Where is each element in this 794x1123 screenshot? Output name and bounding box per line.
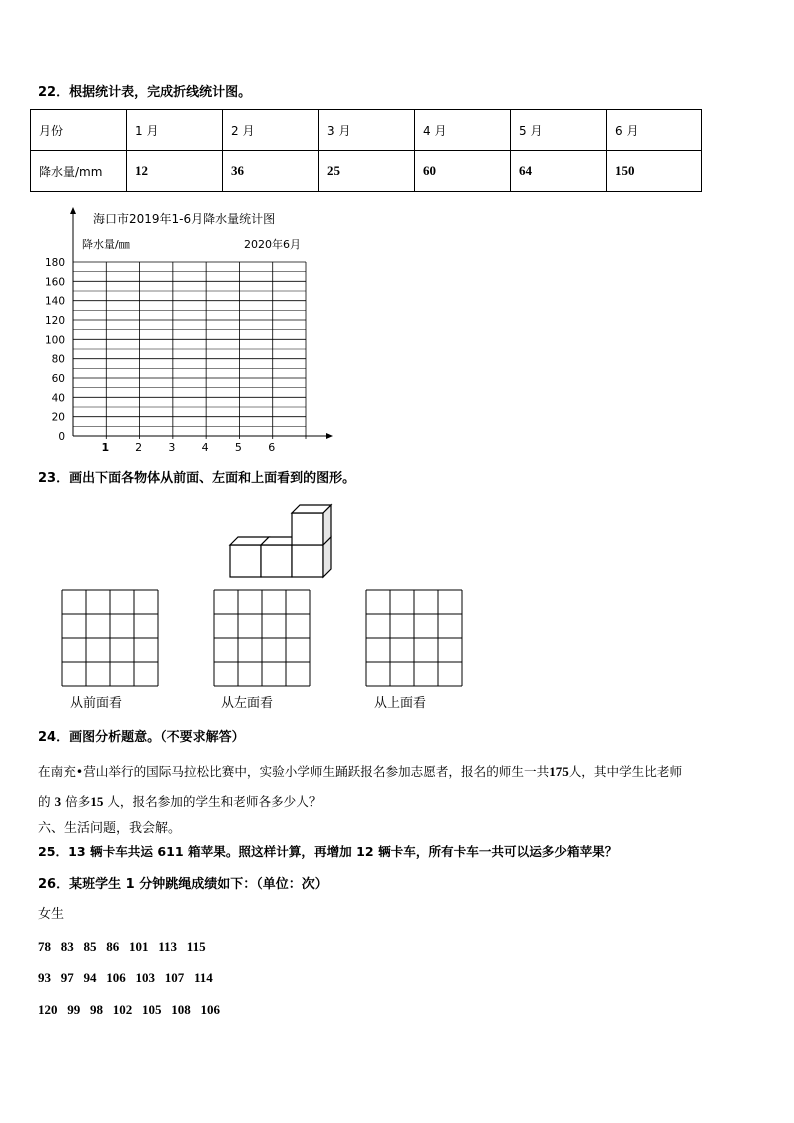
q26-group-label: 女生 — [38, 907, 65, 922]
q24-line2-text: 人，报名参加的学生和老师各多少人？ — [107, 794, 322, 809]
chart-ylabel: 降水量/㎜ — [82, 238, 130, 251]
y-tick-label: 180 — [44, 257, 65, 269]
q24-number: 175 — [549, 764, 569, 779]
rainfall-table — [30, 109, 702, 192]
chart-title: 海口市2019年1-6月降水量统计图 — [93, 212, 276, 226]
section-6-heading: 六、生活问题，我会解。 — [38, 821, 182, 836]
table-cell: 64 — [511, 151, 607, 192]
y-tick-label: 0 — [58, 431, 65, 443]
q24-number: 3 — [54, 794, 62, 809]
table-cell: 降水量/mm — [31, 151, 127, 192]
q24-line1-text: 在南充•营山举行的国际马拉松比赛中，实验小学师生踊跃报名参加志愿者，报名的师生一共 — [38, 764, 550, 779]
x-tick-label: 2 — [135, 441, 143, 454]
table-cell: 36 — [223, 151, 319, 192]
y-tick-label: 140 — [44, 295, 65, 308]
x-tick-label: 6 — [268, 441, 276, 454]
q26-data-row: 93 97 94 106 103 107 114 — [38, 970, 213, 985]
rainfall-line-chart — [30, 202, 350, 457]
table-header-row — [31, 110, 702, 151]
q22-title: 22．根据统计表，完成折线统计图。 — [38, 85, 252, 100]
y-tick-label: 40 — [51, 392, 65, 405]
table-cell: 6 月 — [607, 110, 702, 151]
table-cell: 月份 — [31, 110, 127, 151]
top-view-label: 从上面看 — [374, 696, 427, 711]
q24-line2-text: 的 — [38, 794, 51, 809]
q24-text-line2 — [38, 795, 321, 809]
y-tick-label: 160 — [44, 276, 65, 289]
chart-date-note: 2020年6月 — [244, 238, 301, 251]
table-cell: 150 — [607, 151, 702, 192]
top-view-grid[interactable] — [365, 589, 463, 687]
y-axis-arrow — [70, 207, 76, 214]
q24-title: 24．画图分析题意。（不要求解答） — [38, 730, 245, 745]
table-cell: 3 月 — [319, 110, 415, 151]
chart-tick-labels — [45, 257, 275, 454]
table-cell: 25 — [319, 151, 415, 192]
y-tick-label: 80 — [51, 353, 65, 366]
q23-title: 23．画出下面各物体从前面、左面和上面看到的图形。 — [38, 471, 356, 486]
x-axis-arrow — [326, 433, 333, 439]
y-tick-label: 120 — [44, 315, 65, 327]
table-cell: 2 月 — [223, 110, 319, 151]
q26-data-row: 78 83 85 86 101 113 115 — [38, 939, 206, 954]
q24-number: 15 — [90, 794, 104, 809]
q25-text: 25．13 辆卡车共运 611 箱苹果。照这样计算，再增加 12 辆卡车，所有卡车一共可以运多少箱苹果？ — [38, 844, 618, 859]
table-cell: 60 — [415, 151, 511, 192]
y-tick-label: 100 — [44, 334, 65, 347]
left-view-label: 从左面看 — [221, 696, 274, 711]
x-tick-label: 3 — [168, 441, 176, 454]
x-tick-label: 1 — [101, 441, 110, 454]
table-cell: 1 月 — [127, 110, 223, 151]
front-view-label: 从前面看 — [70, 696, 123, 711]
table-cell: 4 月 — [415, 110, 511, 151]
table-cell: 5 月 — [511, 110, 607, 151]
chart-grid — [73, 262, 306, 436]
front-view-grid[interactable] — [61, 589, 159, 687]
cube-stack-figure — [225, 500, 340, 582]
y-tick-label: 60 — [51, 373, 65, 385]
q24-line2-text: 倍多 — [65, 794, 91, 809]
x-tick-label: 5 — [234, 441, 242, 454]
q24-line1-end: 人，其中学生比老师 — [568, 764, 683, 779]
table-cell: 12 — [127, 151, 223, 192]
x-tick-label: 4 — [201, 441, 209, 454]
y-tick-label: 20 — [51, 411, 65, 424]
q26-data-row: 120 99 98 102 105 108 106 — [38, 1002, 220, 1017]
q24-text-line1 — [38, 765, 682, 779]
table-value-row — [31, 151, 702, 192]
q26-title: 26．某班学生 1 分钟跳绳成绩如下：（单位：次） — [38, 877, 328, 892]
left-view-grid[interactable] — [213, 589, 311, 687]
